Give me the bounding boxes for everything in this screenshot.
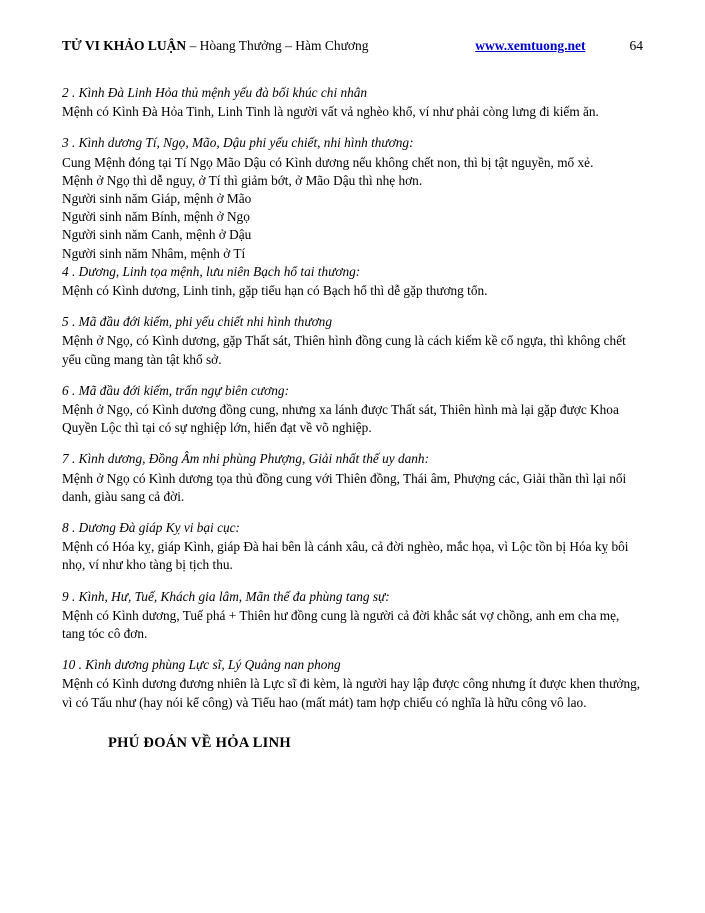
- section-heading: 9 . Kình, Hư, Tuế, Khách gia lâm, Mãn thế đa phùng tang sự:: [62, 588, 390, 604]
- section-paragraph: Mệnh ở Ngọ thì dễ nguy, ở Tí thì giảm bớt, ở Mão Dậu thì nhẹ hơn.: [62, 172, 423, 188]
- section-9: [62, 588, 643, 644]
- header-title-prefix: TỬ VI KHẢO LUẬN: [62, 38, 187, 53]
- section-7: [62, 450, 643, 506]
- document-body: [62, 84, 643, 754]
- section-paragraph: Mệnh có Hóa kỵ, giáp Kình, giáp Đà hai bên là cánh xâu, cả đời nghèo, mắc họa, vì Lộc tồn bị Hóa kỵ bôi nhọ, ví như kho tàng bị tịch thu.: [62, 539, 629, 573]
- section-paragraph: Mệnh có Kình dương đương nhiên là Lực sĩ đi kèm, là người hay lập được công nhưng ít được khen thưởng, vì có Tấu như (hay nói kể công) và Tiểu hao (mất mát) tam hợp chiếu có nghĩa là hữu công vô lao.: [62, 676, 641, 710]
- section-heading: 5 . Mã đầu đới kiếm, phi yếu chiết nhi hình thương: [62, 314, 332, 330]
- section-paragraph: Mệnh có Kình dương, Linh tinh, gặp tiểu hạn có Bạch hổ thì dễ gặp thương tổn.: [62, 283, 488, 299]
- section-4: [62, 263, 643, 300]
- section-paragraph: Cung Mệnh đóng tại Tí Ngọ Mão Dậu có Kình dương nếu không chết non, thì bị tật nguyền, mổ xẻ.: [62, 154, 594, 170]
- section-paragraph: Người sinh năm Canh, mệnh ở Dậu: [62, 227, 252, 243]
- section-paragraph: Người sinh năm Giáp, mệnh ở Mão: [62, 191, 252, 207]
- section-heading: 10 . Kình dương phùng Lực sĩ, Lý Quảng nan phong: [62, 657, 341, 673]
- section-heading: 2 . Kình Đà Linh Hỏa thủ mệnh yếu đà bối khúc chi nhân: [62, 85, 368, 100]
- section-paragraph: Người sinh năm Nhâm, mệnh ở Tí: [62, 245, 246, 261]
- chapter-title: PHÚ ĐOÁN VỀ HỎA LINH: [108, 734, 291, 751]
- section-paragraph: Mệnh có Kình dương, Tuế phá + Thiên hư đồng cung là người cả đời khắc sát vợ chồng, anh em cha mẹ, tang tóc cô đơn.: [62, 607, 620, 642]
- section-10: [62, 656, 643, 712]
- section-5: [62, 313, 643, 369]
- section-3: [62, 134, 643, 262]
- header-title-rest: – Hòang Thưởng – Hàm Chương: [186, 38, 369, 53]
- page-number: 64: [629, 38, 643, 53]
- section-6: [62, 382, 643, 438]
- section-heading: 4 . Dương, Linh tọa mệnh, lưu niên Bạch hổ tai thương:: [62, 263, 361, 279]
- section-paragraph: Mệnh ở Ngọ, có Kình dương, gặp Thất sát, Thiên hình đồng cung là cách kiếm kề cổ ngựa, thì không chết yểu cũng mang tàn tật khổ sở.: [62, 333, 626, 367]
- page-header: [62, 38, 643, 54]
- section-2: [62, 84, 643, 121]
- section-8: [62, 519, 643, 575]
- section-paragraph: Mệnh ở Ngọ có Kình dương tọa thủ đồng cung với Thiên đồng, Thái âm, Phượng các, Giải thần thì lại nổi danh, giàu sang cả đời.: [62, 470, 627, 504]
- section-heading: 3 . Kình dương Tí, Ngọ, Mão, Dậu phi yếu chiết, nhi hình thương:: [62, 135, 414, 151]
- header-website-link[interactable]: www.xemtuong.net: [475, 38, 586, 53]
- section-heading: 8 . Dương Đà giáp Kỵ vi bại cục:: [62, 520, 240, 536]
- section-paragraph: Người sinh năm Bính, mệnh ở Ngọ: [62, 209, 250, 225]
- section-paragraph: Mệnh có Kình Đà Hỏa Tinh, Linh Tinh là người vất vả nghèo khổ, ví như phải còng lưng đi kiếm ăn.: [62, 104, 599, 120]
- section-heading: 7 . Kình dương, Đồng Âm nhi phùng Phượng, Giải nhất thế uy danh:: [62, 451, 430, 467]
- section-paragraph: Mệnh ở Ngọ, có Kình dương đồng cung, nhưng xa lánh được Thất sát, Thiên hình mà lại gặp được Khoa Quyền Lộc thì tại có sự nghiệp lớn, hiển đạt về võ nghiệp.: [62, 402, 619, 436]
- section-heading: 6 . Mã đầu đới kiếm, trấn ngự biên cương:: [62, 382, 290, 398]
- header-title: [62, 38, 369, 54]
